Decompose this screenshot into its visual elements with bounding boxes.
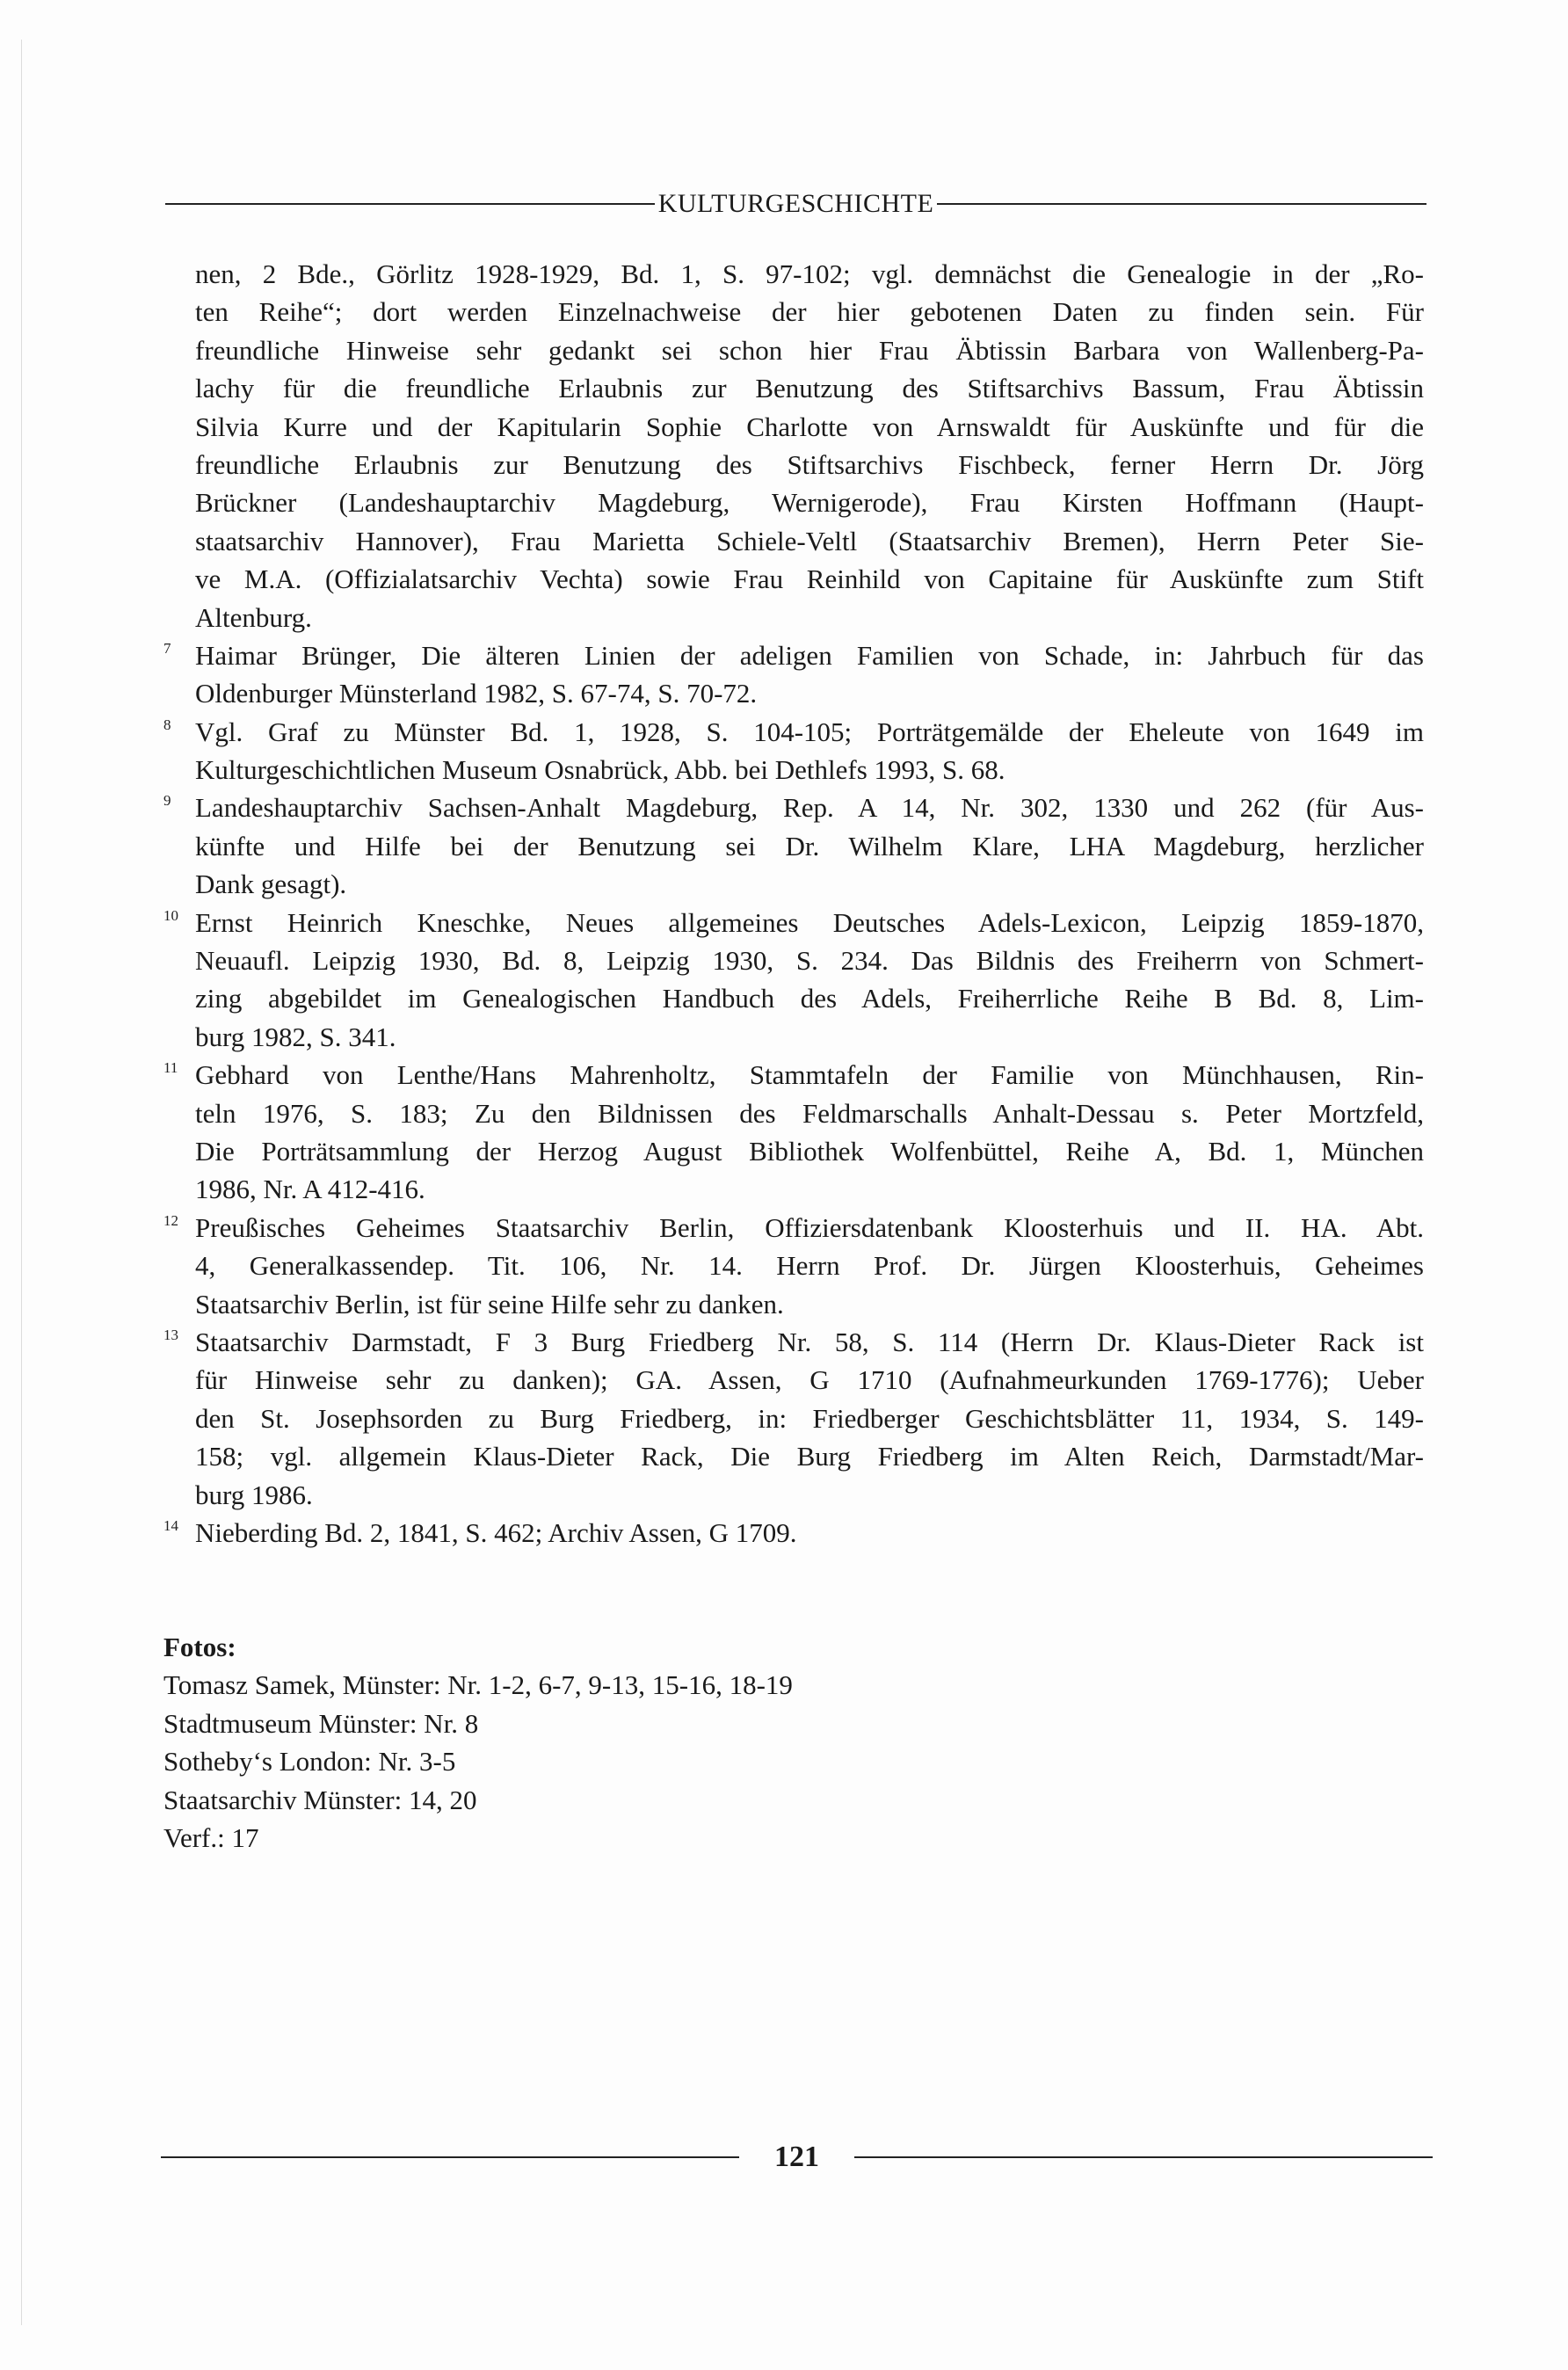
header-rule-right xyxy=(937,203,1426,205)
footnote-number: 14 xyxy=(163,1516,178,1534)
text-line: Staatsarchiv Berlin, ist für seine Hilfe sehr zu danken. xyxy=(195,1288,784,1319)
text-line: ten Reihe“; dort werden Einzelnachweise der hier gebotenen Daten zu finden sein. Für xyxy=(195,296,1424,328)
text-line: Brückner (Landeshauptarchiv Magdeburg, Wernigerode), Frau Kirsten Hoffmann (Haupt- xyxy=(195,487,1424,519)
credit-line: Sotheby‘s London: Nr. 3-5 xyxy=(163,1746,456,1778)
text-line: 4, Generalkassendep. Tit. 106, Nr. 14. Herrn Prof. Dr. Jürgen Kloosterhuis, Geheimes xyxy=(195,1250,1424,1282)
photo-credits xyxy=(163,1628,1218,1857)
running-title: KULTURGESCHICHTE xyxy=(657,189,934,218)
footnote-14 xyxy=(163,1514,1424,1552)
footnote-number: 11 xyxy=(163,1059,178,1077)
footnote-number: 13 xyxy=(163,1326,178,1343)
credit-line: Stadtmuseum Münster: Nr. 8 xyxy=(163,1707,479,1739)
footnote-number: 9 xyxy=(163,792,171,810)
text-line: Landeshauptarchiv Sachsen-Anhalt Magdeburg, Rep. A 14, Nr. 302, 1330 und 262 (für Aus- xyxy=(195,792,1424,824)
footer-rule-left xyxy=(161,2156,739,2158)
text-line: Neuaufl. Leipzig 1930, Bd. 8, Leipzig 1930, S. 234. Das Bildnis des Freiherrn von Schmert- xyxy=(195,945,1424,977)
credit-line: Verf.: 17 xyxy=(163,1822,259,1854)
text-line: Nieberding Bd. 2, 1841, S. 462; Archiv Assen, G 1709. xyxy=(195,1516,797,1548)
text-line: Vgl. Graf zu Münster Bd. 1, 1928, S. 104-105; Porträtgemälde der Eheleute von 1649 im xyxy=(195,716,1424,747)
footnote-number: 8 xyxy=(163,716,171,733)
text-line: staatsarchiv Hannover), Frau Marietta Schiele-Veltl (Staatsarchiv Bremen), Herrn Peter Sie- xyxy=(195,525,1424,556)
text-line: ve M.A. (Offizialatsarchiv Vechta) sowie Frau Reinhild von Capitaine für Auskünfte zum Stift xyxy=(195,563,1424,595)
text-line: Oldenburger Münsterland 1982, S. 67-74, S. 70-72. xyxy=(195,678,758,709)
header-rule-left xyxy=(165,203,655,205)
text-line: Gebhard von Lenthe/Hans Mahrenholtz, Stammtafeln der Familie von Münchhausen, Rin- xyxy=(195,1059,1424,1091)
text-line: Staatsarchiv Darmstadt, F 3 Burg Friedberg Nr. 58, S. 114 (Herrn Dr. Klaus-Dieter Rack ist xyxy=(195,1326,1424,1357)
running-header xyxy=(165,186,1426,222)
footnote-11 xyxy=(163,1056,1424,1209)
text-line: lachy für die freundliche Erlaubnis zur Benutzung des Stiftsarchivs Bassum, Frau Äbtissin xyxy=(195,373,1424,404)
text-line: für Hinweise sehr zu danken); GA. Assen, G 1710 (Aufnahmeurkunden 1769-1776); Ueber xyxy=(195,1364,1424,1396)
text-line: 1986, Nr. A 412-416. xyxy=(195,1174,425,1205)
text-line: Ernst Heinrich Kneschke, Neues allgemeines Deutsches Adels-Lexicon, Leipzig 1859-1870, xyxy=(195,906,1424,938)
text-line: zing abgebildet im Genealogischen Handbuch des Adels, Freiherrliche Reihe B Bd. 8, Lim- xyxy=(195,983,1424,1014)
text-line: Dank gesagt). xyxy=(195,869,347,900)
text-line: 158; vgl. allgemein Klaus-Dieter Rack, Die Burg Friedberg im Alten Reich, Darmstadt/Mar- xyxy=(195,1441,1424,1472)
footnote-12 xyxy=(163,1209,1424,1323)
text-line: freundliche Hinweise sehr gedankt sei schon hier Frau Äbtissin Barbara von Wallenberg-Pa- xyxy=(195,334,1424,366)
footnote-13 xyxy=(163,1323,1424,1514)
photo-credits-heading: Fotos: xyxy=(163,1632,236,1662)
footnote-number: 10 xyxy=(163,906,178,924)
text-line: den St. Josephsorden zu Burg Friedberg, in: Friedberger Geschichtsblätter 11, 1934, S. 149- xyxy=(195,1402,1424,1434)
credit-line: Staatsarchiv Münster: 14, 20 xyxy=(163,1784,477,1815)
text-line: Preußisches Geheimes Staatsarchiv Berlin, Offiziersdatenbank Kloosterhuis und II. HA. Abt. xyxy=(195,1211,1424,1243)
text-line: künfte und Hilfe bei der Benutzung sei Dr. Wilhelm Klare, LHA Magdeburg, herzlicher xyxy=(195,830,1424,861)
footnotes-text xyxy=(163,255,1424,1552)
page-edge xyxy=(21,40,22,2325)
page-number: 121 xyxy=(774,2141,819,2173)
text-line: teln 1976, S. 183; Zu den Bildnissen des Feldmarschalls Anhalt-Dessau s. Peter Mortzfeld, xyxy=(195,1097,1424,1129)
text-line: freundliche Erlaubnis zur Benutzung des Stiftsarchivs Fischbeck, ferner Herrn Dr. Jörg xyxy=(195,448,1424,480)
text-line: nen, 2 Bde., Görlitz 1928-1929, Bd. 1, S. 97-102; vgl. demnächst die Genealogie in der „Ro- xyxy=(195,258,1424,289)
footnote-9 xyxy=(163,789,1424,903)
text-line: Die Porträtsammlung der Herzog August Bibliothek Wolfenbüttel, Reihe A, Bd. 1, München xyxy=(195,1135,1424,1167)
text-line: Kulturgeschichtlichen Museum Osnabrück, Abb. bei Dethlefs 1993, S. 68. xyxy=(195,754,1005,786)
footnote-7 xyxy=(163,636,1424,713)
text-line: Haimar Brünger, Die älteren Linien der adeligen Familien von Schade, in: Jahrbuch für das xyxy=(195,639,1424,671)
text-line: Silvia Kurre und der Kapitularin Sophie Charlotte von Arnswaldt für Auskünfte und für die xyxy=(195,411,1424,442)
footnote-10 xyxy=(163,904,1424,1057)
text-line: Altenburg. xyxy=(195,601,312,633)
footer-rule-right xyxy=(854,2156,1433,2158)
footnote-8 xyxy=(163,713,1424,789)
text-line: burg 1982, S. 341. xyxy=(195,1021,396,1052)
footnote-6-continuation xyxy=(195,255,1424,636)
credit-line: Tomasz Samek, Münster: Nr. 1-2, 6-7, 9-13, 15-16, 18-19 xyxy=(163,1669,793,1701)
footnote-number: 7 xyxy=(163,639,171,657)
footnote-number: 12 xyxy=(163,1211,178,1229)
page-footer xyxy=(161,2138,1433,2177)
text-line: burg 1986. xyxy=(195,1479,313,1510)
